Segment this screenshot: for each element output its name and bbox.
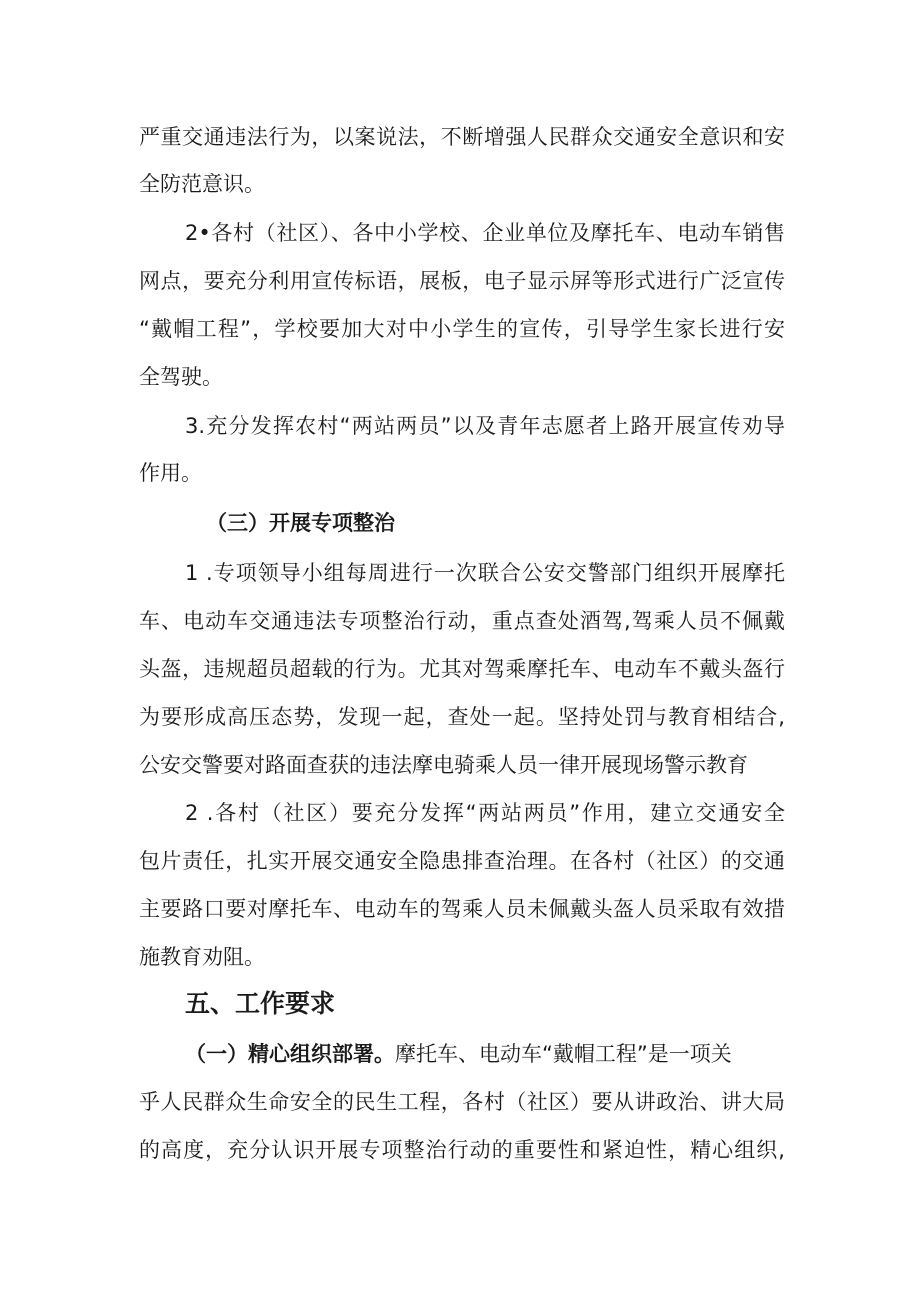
text-line: 头盔，违规超员超载的行为。尤其对驾乘摩托车、电动车不戴头盔行 bbox=[139, 657, 785, 681]
text-line: 包片责任，扎实开展交通安全隐患排查治理。在各村（社区）的交通 bbox=[139, 849, 785, 873]
text-line: 全驾驶。 bbox=[139, 365, 223, 389]
text-line: 施教育劝阻。 bbox=[139, 945, 265, 969]
text-line: 2 .各村（社区）要充分发挥“两站两员”作用，建立交通安全 bbox=[185, 801, 785, 825]
lead-continuation: 摩托车、电动车“戴帽工程”是一项关 bbox=[395, 1042, 732, 1066]
section-heading: 五、工作要求 bbox=[185, 989, 336, 1018]
text-line: 1 .专项领导小组每周进行一次联合公安交警部门组织开展摩托 bbox=[185, 561, 785, 585]
text-line: “戴帽工程”，学校要加大对中小学生的宣传，引导学生家长进行安 bbox=[139, 317, 785, 341]
text-line: 网点，要充分利用宣传标语，展板，电子显示屏等形式进行广泛宣传 bbox=[139, 269, 785, 293]
bold-lead: （一）精心组织部署。 bbox=[185, 1042, 395, 1066]
section-subheading: （三）开展专项整治 bbox=[206, 511, 395, 535]
text-line: 严重交通违法行为，以案说法，不断增强人民群众交通安全意识和安 bbox=[139, 125, 785, 149]
text-line: 公安交警要对路面查获的违法摩电骑乘人员一律开展现场警示教育 bbox=[139, 753, 748, 777]
text-line: 3.充分发挥农村“两站两员”以及青年志愿者上路开展宣传劝导 bbox=[185, 414, 785, 438]
text-line-with-lead bbox=[185, 1034, 785, 1074]
text-line: 2•各村（社区）、各中小学校、企业单位及摩托车、电动车销售 bbox=[185, 221, 785, 245]
text-line: 为要形成高压态势，发现一起，查处一起。坚持处罚与教育相结合, bbox=[139, 705, 785, 729]
text-line: 全防范意识。 bbox=[139, 172, 265, 196]
text-line: 作用。 bbox=[139, 461, 202, 485]
text-line: 的高度，充分认识开展专项整治行动的重要性和紧迫性，精心组织, bbox=[139, 1138, 785, 1162]
text-line: 主要路口要对摩托车、电动车的驾乘人员未佩戴头盔人员采取有效措 bbox=[139, 897, 785, 921]
text-line: 乎人民群众生命安全的民生工程，各村（社区）要从讲政治、讲大局 bbox=[139, 1090, 785, 1114]
text-line: 车、电动车交通违法专项整治行动，重点查处酒驾,驾乘人员不佩戴 bbox=[139, 609, 785, 633]
